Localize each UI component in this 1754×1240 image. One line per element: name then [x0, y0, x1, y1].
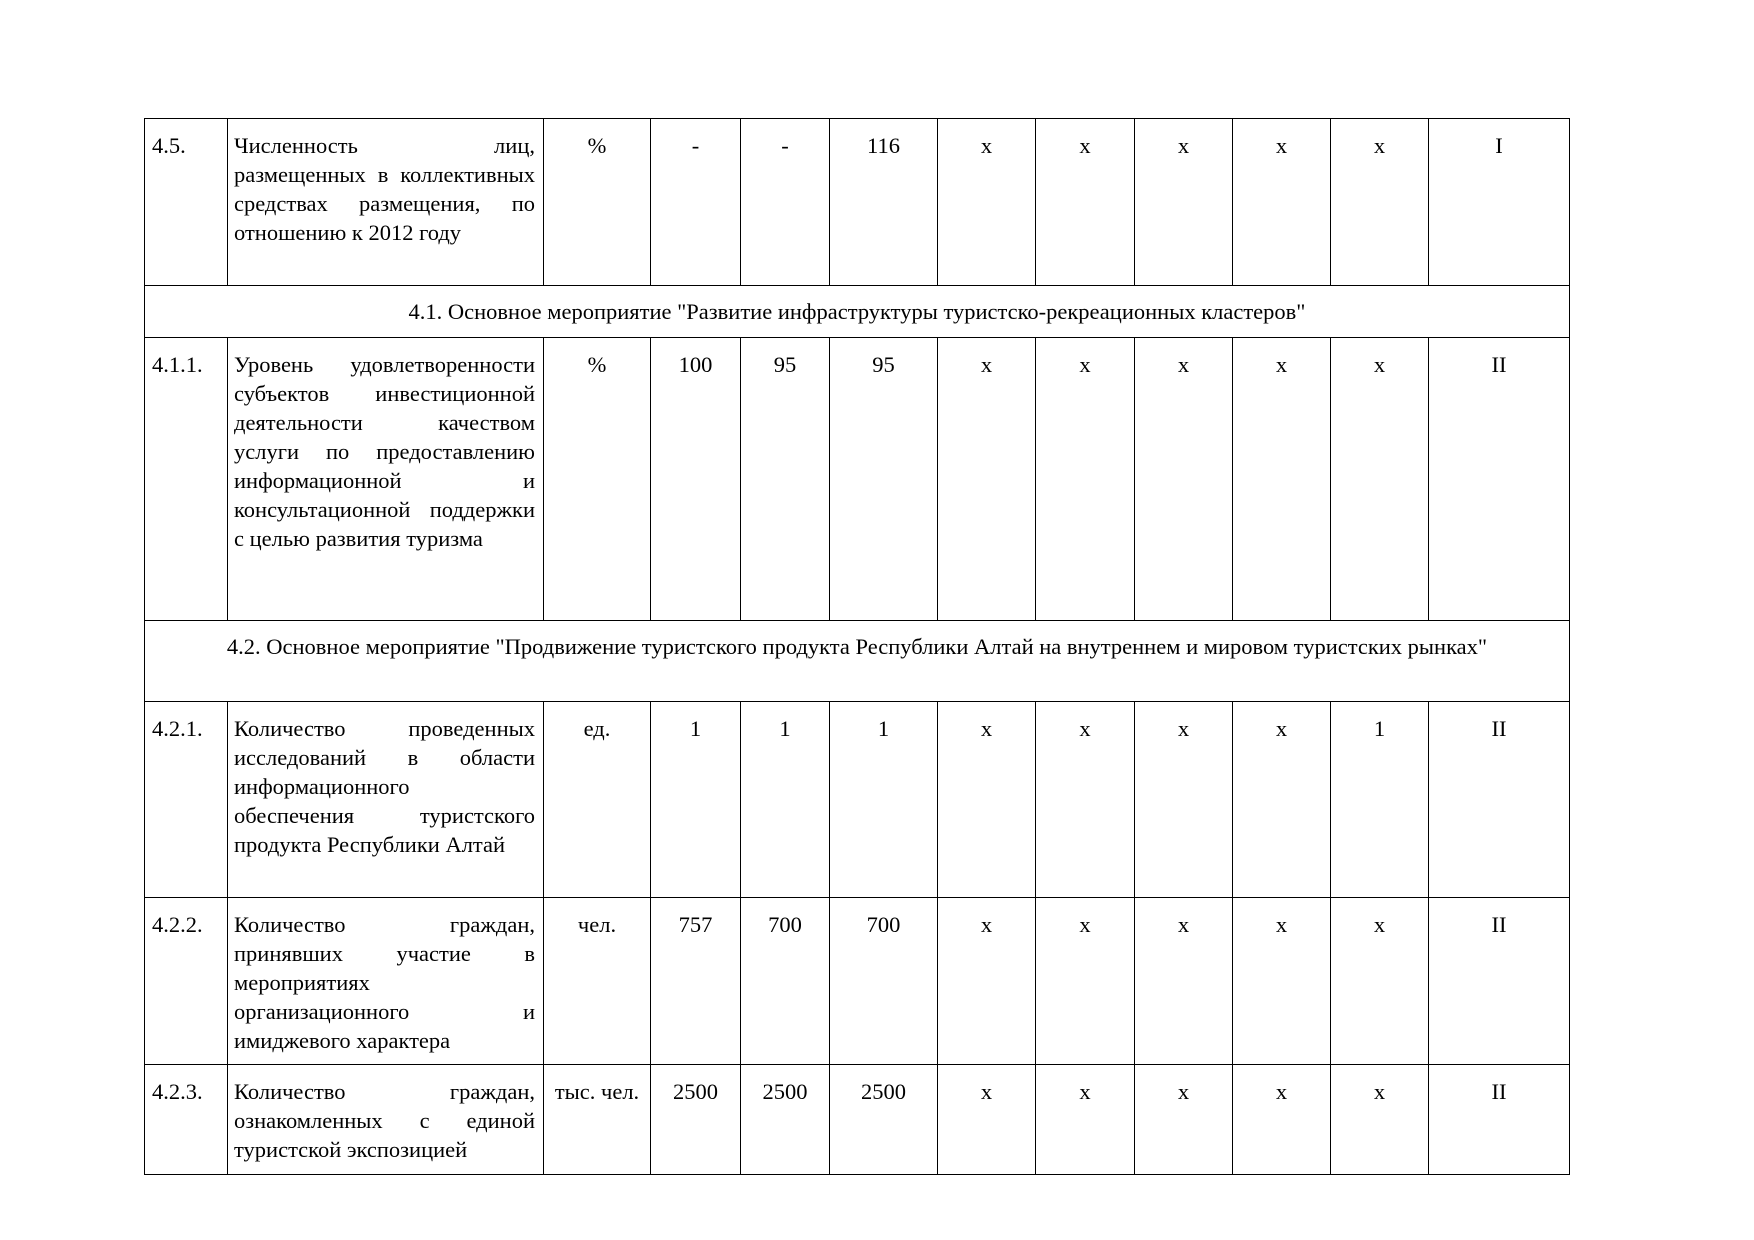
section-row: [145, 621, 1570, 702]
indicator-name: Количество проведенных исследований в области информационного обеспечения туристского продукта Республики Алтай: [228, 702, 544, 898]
row-number: 4.2.3.: [145, 1065, 228, 1175]
value-cell: x: [1233, 898, 1331, 1065]
category-cell: II: [1429, 1065, 1570, 1175]
value-cell: x: [1036, 119, 1135, 286]
value-cell: x: [938, 119, 1036, 286]
value-cell: x: [938, 898, 1036, 1065]
table-row: [145, 1065, 1570, 1175]
row-number: 4.1.1.: [145, 338, 228, 621]
value-cell: x: [1233, 702, 1331, 898]
section-row: [145, 286, 1570, 338]
indicator-name: Численность лиц, размещенных в коллективных средствах размещения, по отношению к 2012 году: [228, 119, 544, 286]
value-cell: 700: [830, 898, 938, 1065]
indicator-name: Уровень удовлетворенности субъектов инвестиционной деятельности качеством услуги по предоставлению информационной и консультационной поддержки с целью развития туризма: [228, 338, 544, 621]
value-cell: x: [938, 1065, 1036, 1175]
value-cell: x: [1331, 338, 1429, 621]
value-cell: x: [938, 702, 1036, 898]
table-row: [145, 702, 1570, 898]
value-cell: x: [1331, 898, 1429, 1065]
table-row: [145, 119, 1570, 286]
unit-cell: тыс. чел.: [544, 1065, 651, 1175]
value-cell: 757: [651, 898, 741, 1065]
indicator-name: Количество граждан, принявших участие в мероприятиях организационного и имиджевого характера: [228, 898, 544, 1065]
unit-cell: ед.: [544, 702, 651, 898]
value-cell: 2500: [830, 1065, 938, 1175]
unit-cell: %: [544, 338, 651, 621]
row-number: 4.5.: [145, 119, 228, 286]
section-title: 4.1. Основное мероприятие "Развитие инфраструктуры туристско-рекреационных кластеров": [145, 286, 1570, 338]
value-cell: 95: [741, 338, 830, 621]
unit-cell: %: [544, 119, 651, 286]
value-cell: 1: [651, 702, 741, 898]
value-cell: 700: [741, 898, 830, 1065]
value-cell: x: [1331, 1065, 1429, 1175]
value-cell: x: [1331, 119, 1429, 286]
value-cell: 2500: [741, 1065, 830, 1175]
indicator-name: Количество граждан, ознакомленных с единой туристской экспозицией: [228, 1065, 544, 1175]
value-cell: 2500: [651, 1065, 741, 1175]
category-cell: I: [1429, 119, 1570, 286]
value-cell: 116: [830, 119, 938, 286]
value-cell: -: [651, 119, 741, 286]
indicators-table: [144, 118, 1570, 1175]
table-row: [145, 338, 1570, 621]
value-cell: x: [1135, 119, 1233, 286]
value-cell: x: [1135, 898, 1233, 1065]
value-cell: x: [1036, 898, 1135, 1065]
value-cell: x: [1036, 1065, 1135, 1175]
value-cell: 1: [830, 702, 938, 898]
unit-cell: чел.: [544, 898, 651, 1065]
value-cell: x: [1233, 1065, 1331, 1175]
value-cell: x: [1135, 338, 1233, 621]
value-cell: 1: [741, 702, 830, 898]
value-cell: 95: [830, 338, 938, 621]
value-cell: x: [1135, 1065, 1233, 1175]
row-number: 4.2.2.: [145, 898, 228, 1065]
value-cell: x: [1036, 338, 1135, 621]
value-cell: x: [1233, 338, 1331, 621]
value-cell: x: [1036, 702, 1135, 898]
category-cell: II: [1429, 702, 1570, 898]
value-cell: x: [1135, 702, 1233, 898]
value-cell: x: [938, 338, 1036, 621]
section-title: 4.2. Основное мероприятие "Продвижение туристского продукта Республики Алтай на внутреннем и мировом туристских рынках": [145, 621, 1570, 702]
table-row: [145, 898, 1570, 1065]
row-number: 4.2.1.: [145, 702, 228, 898]
value-cell: x: [1233, 119, 1331, 286]
category-cell: II: [1429, 898, 1570, 1065]
value-cell: 100: [651, 338, 741, 621]
category-cell: II: [1429, 338, 1570, 621]
value-cell: -: [741, 119, 830, 286]
value-cell: 1: [1331, 702, 1429, 898]
